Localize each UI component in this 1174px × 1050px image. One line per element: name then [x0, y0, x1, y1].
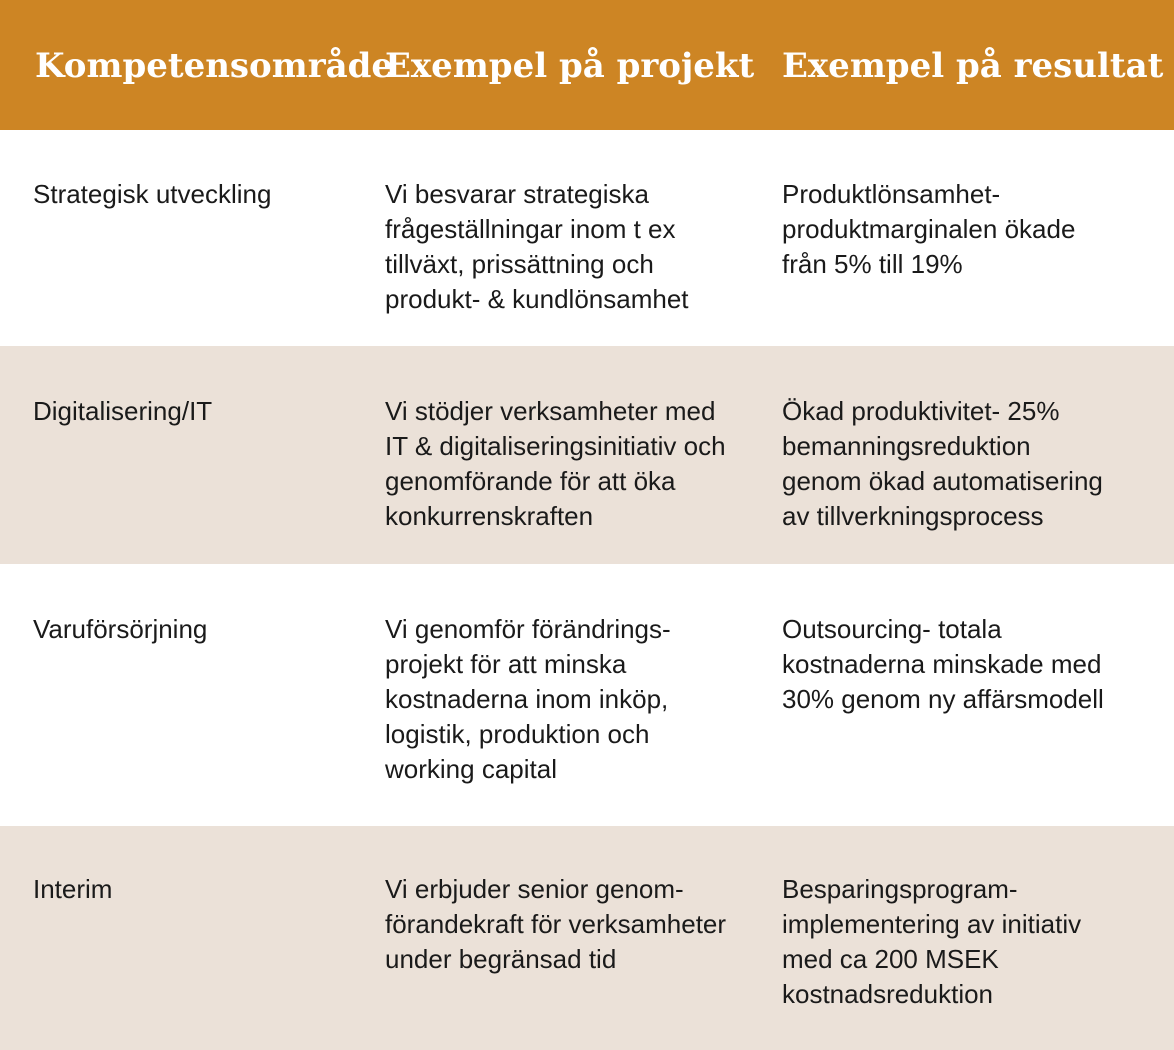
cell-area: Varuförsörjning [33, 614, 208, 644]
cell-area: Interim [33, 874, 113, 904]
cell-project: Vi genomför förändrings- projekt för att minska kostnaderna inom inköp, logistik, produktion och working capital [385, 614, 671, 784]
header-competence-area: Kompetensområde [35, 46, 394, 86]
header-project-examples: Exempel på projekt [385, 46, 755, 86]
cell-result: Outsourcing- totala kostnaderna minskade med 30% genom ny affärsmodell [782, 614, 1104, 714]
cell-project: Vi besvarar strategiska frågeställningar inom t ex tillväxt, prissättning och produkt- & kundlönsamhet [385, 179, 689, 314]
cell-result: Besparingsprogram- implementering av initiativ med ca 200 MSEK kostnadsreduktion [782, 874, 1082, 1009]
table-row [0, 346, 1174, 564]
cell-result: Ökad produktivitet- 25% bemanningsreduktion genom ökad automatisering av tillverkningsprocess [782, 396, 1103, 531]
header-result-examples: Exempel på resultat [782, 46, 1164, 86]
table-row [0, 826, 1174, 1050]
cell-area: Strategisk utveckling [33, 179, 272, 209]
table-header [0, 0, 1174, 130]
cell-project: Vi stödjer verksamheter med IT & digitaliseringsinitiativ och genomförande för att öka konkurrenskraften [385, 396, 726, 531]
cell-result: Produktlönsamhet- produktmarginalen ökade från 5% till 19% [782, 179, 1076, 279]
cell-area: Digitalisering/IT [33, 396, 213, 426]
cell-project: Vi erbjuder senior genom- förandekraft för verksamheter under begränsad tid [385, 874, 727, 974]
table-row [0, 130, 1174, 346]
table-row [0, 564, 1174, 826]
